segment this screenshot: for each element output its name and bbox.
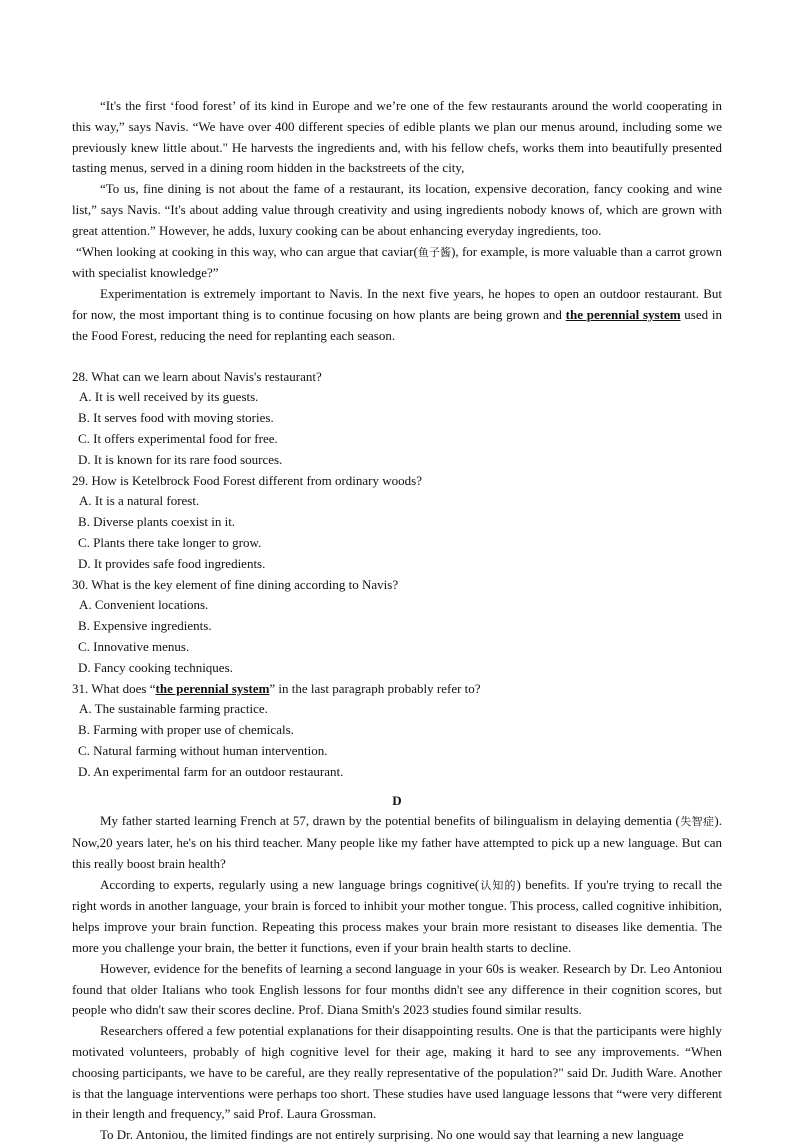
- passage-d-paragraph-1: [72, 811, 722, 874]
- option-list: [72, 387, 722, 470]
- question-30: [72, 575, 722, 679]
- exam-page: [72, 96, 722, 1146]
- question-stem: [72, 679, 722, 700]
- text-segment: ” in the last paragraph probably refer to?: [269, 680, 481, 696]
- option-d[interactable]: D. It provides safe food ingredients.: [78, 555, 266, 571]
- option-a[interactable]: A. The sustainable farming practice.: [79, 701, 268, 717]
- question-28: [72, 367, 722, 471]
- passage-d-paragraph-2: [72, 875, 722, 959]
- question-29: [72, 471, 722, 575]
- chinese-gloss: 认知的: [479, 878, 517, 892]
- chinese-gloss: 失智症: [679, 815, 715, 829]
- passage-c-paragraph-2: “To us, fine dining is not about the fame of a restaurant, its location, expensive decoration, fancy cooking and wine list,” says Navis. “It's about adding value through creativity and using ingredients nobody knows of, which are grown with great attention.” However, he adds, luxury cooking can be about enhancing everyday ingredients, too.: [72, 181, 722, 238]
- question-stem: 28. What can we learn about Navis's restaurant?: [72, 368, 322, 384]
- text-segment: ). Now,20 years later, he's on his third teacher. Many people like my father have attempted to pick up a new language. But can this really boost brain health?: [72, 813, 722, 871]
- text-segment: My father started learning French at 57, drawn by the potential benefits of bilingualism in delaying dementia (: [100, 813, 680, 829]
- passage-c-paragraph-4: [72, 284, 722, 346]
- text-segment: ), for example, is more valuable than a carrot grown with specialist knowledge?”: [72, 243, 722, 281]
- passage-d-paragraph-4: Researchers offered a few potential explanations for their disappointing results. One is that the participants were highly motivated volunteers, probably of high cognitive level for their age, making it hard to see any improvements. “When choosing participants, we have to be careful, are they really representative of the population?" said Dr. Judith Ware. Another is that the language interventions were perhaps too short. These studies have used language lessons that “were very different in their length and frequency,” said Prof. Laura Grossman.: [72, 1023, 722, 1122]
- text-segment: According to experts, regularly using a new language brings cognitive(: [100, 876, 480, 892]
- option-list: [72, 699, 722, 782]
- option-b[interactable]: B. Farming with proper use of chemicals.: [78, 722, 294, 738]
- passage-d-paragraph-5: To Dr. Antoniou, the limited findings are not entirely surprising. No one would say that learning a new language: [100, 1127, 684, 1143]
- option-list: [72, 491, 722, 574]
- option-c[interactable]: C. Innovative menus.: [78, 638, 190, 654]
- option-b[interactable]: B. It serves food with moving stories.: [78, 410, 274, 426]
- option-c[interactable]: C. It offers experimental food for free.: [78, 430, 278, 446]
- text-segment: “When looking at cooking in this way, who can argue that caviar(: [76, 243, 418, 259]
- chinese-gloss: 鱼子酱: [417, 245, 452, 259]
- option-d[interactable]: D. Fancy cooking techniques.: [78, 659, 233, 675]
- section-heading-d: D: [392, 792, 402, 808]
- question-stem: 29. How is Ketelbrock Food Forest different from ordinary woods?: [72, 472, 422, 488]
- option-a[interactable]: A. It is a natural forest.: [79, 493, 200, 509]
- underlined-term: the perennial system: [155, 680, 270, 696]
- underlined-term: the perennial system: [565, 306, 681, 322]
- spacer: [72, 347, 722, 367]
- option-b[interactable]: B. Diverse plants coexist in it.: [78, 514, 236, 530]
- text-segment: ) benefits. If you're trying to recall the right words in another language, your brain is forced to inhibit your mother tongue. This process, called cognitive inhibition, helps improve your brain function. Repeating this process makes your brain more resistant to diseases like dementia. The more you challenge your brain, the better it functions, even if your brain health starts to decline.: [72, 876, 723, 956]
- option-a[interactable]: A. Convenient locations.: [79, 597, 209, 613]
- passage-d-paragraph-3: However, evidence for the benefits of learning a second language in your 60s is weaker. Research by Dr. Leo Antoniou found that older Italians who took English lessons for four months didn't see any difference in their cognition scores, but people who didn't saw their scores decline. Prof. Diana Smith's 2023 studies found similar results.: [72, 960, 722, 1018]
- option-d[interactable]: D. It is known for its rare food sources.: [78, 451, 283, 467]
- option-a[interactable]: A. It is well received by its guests.: [79, 389, 259, 405]
- option-c[interactable]: C. Natural farming without human intervention.: [78, 742, 328, 758]
- question-stem: 30. What is the key element of fine dining according to Navis?: [72, 576, 399, 592]
- option-b[interactable]: B. Expensive ingredients.: [78, 618, 212, 634]
- text-segment: Experimentation is extremely important to Navis. In the next five years, he hopes to open an outdoor restaurant. But for now, the most important thing is to continue focusing on how plants are being grown and: [72, 286, 722, 322]
- option-c[interactable]: C. Plants there take longer to grow.: [78, 534, 262, 550]
- passage-c-paragraph-1: “It's the first ‘food forest’ of its kind in Europe and we’re one of the few restaurants around the world cooperating in this way,” says Navis. “We have over 400 different species of edible plants we plan our menus around, including some we previously knew little about." He harvests the ingredients and, with his fellow chefs, works them into beautifully presented tasting menus, served in a dining room hidden in the backstreets of the city,: [72, 98, 722, 176]
- text-segment: used in the Food Forest, reducing the need for replanting each season.: [72, 306, 722, 343]
- question-31: [72, 679, 722, 783]
- option-d[interactable]: D. An experimental farm for an outdoor restaurant.: [78, 763, 344, 779]
- passage-c-paragraph-3: [72, 242, 722, 285]
- text-segment: 31. What does “: [72, 680, 156, 696]
- option-list: [72, 595, 722, 678]
